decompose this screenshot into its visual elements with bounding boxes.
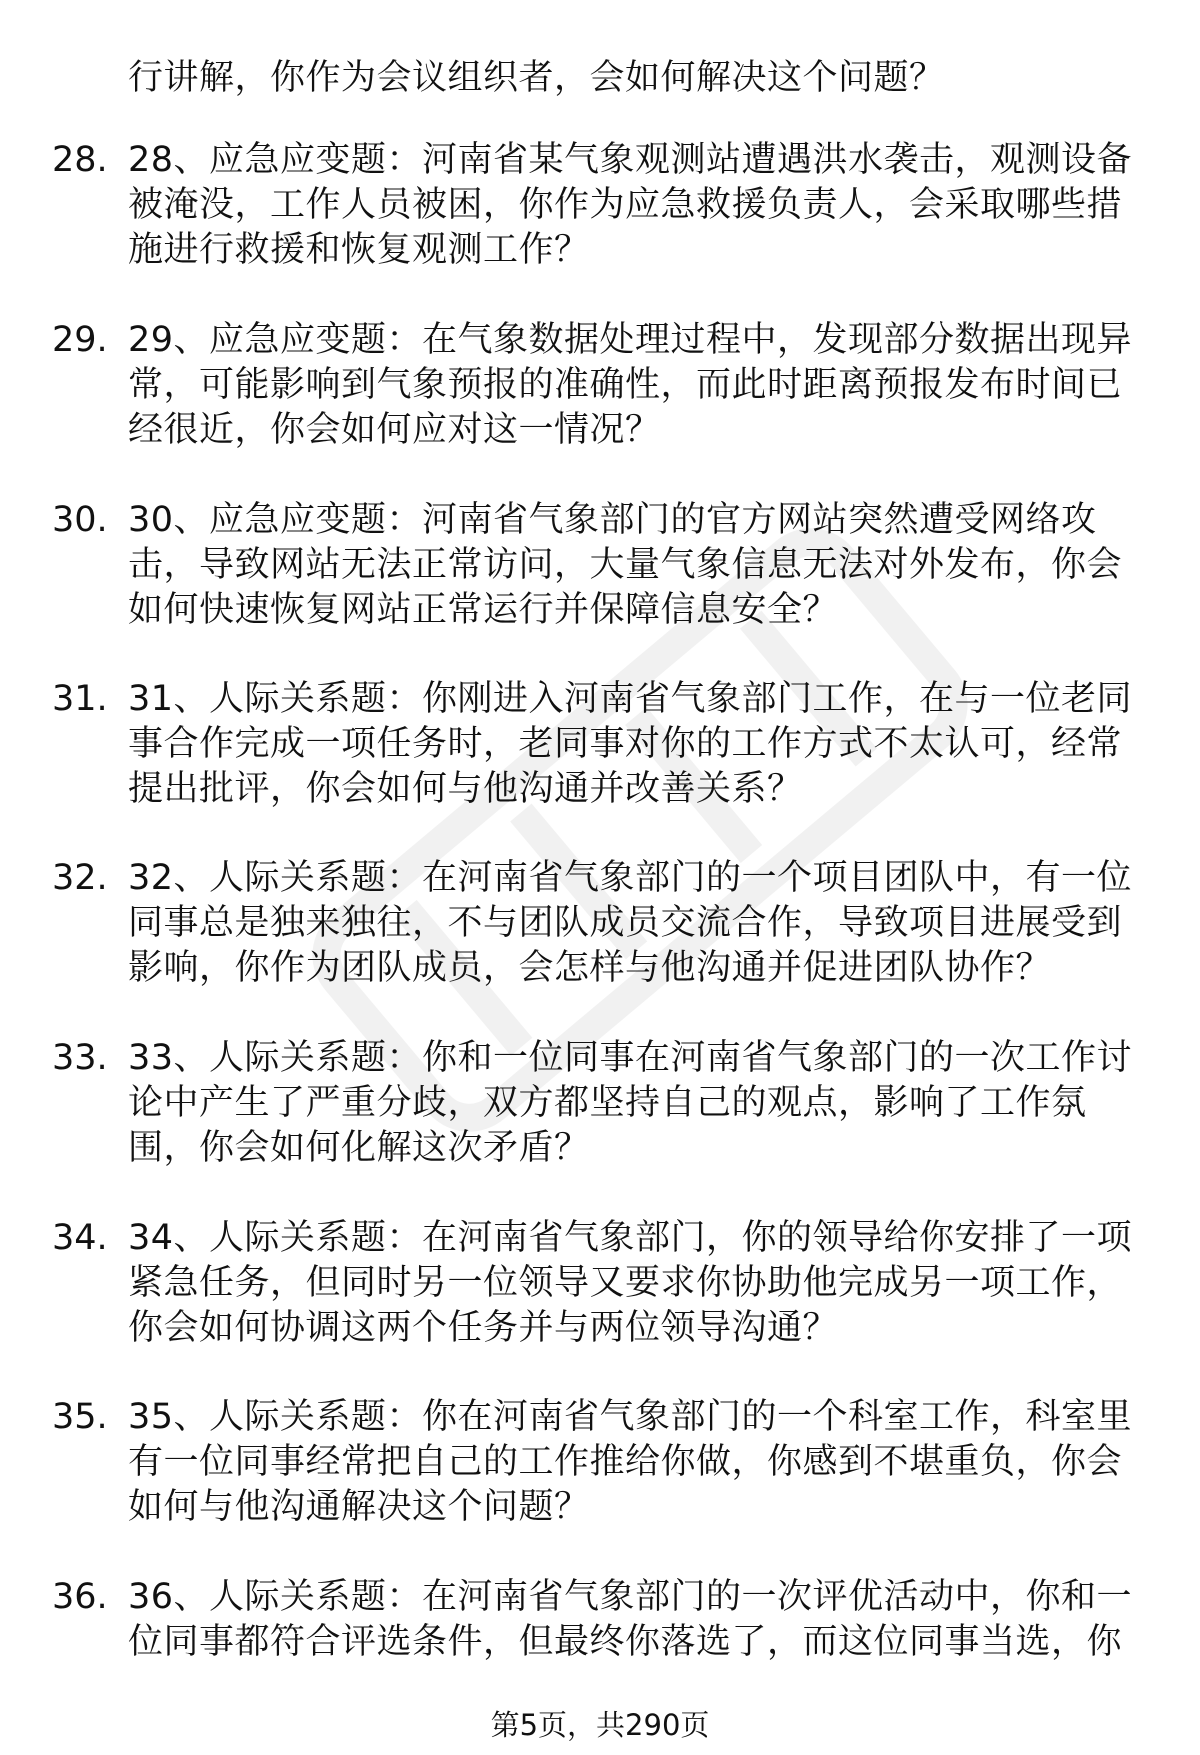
question-text-line: 被淹没，工作人员被困，你作为应急救援负责人，会采取哪些措 [128,185,1123,225]
question-text [128,677,1148,812]
question-number: 30. [52,500,108,540]
question-text-line: 35、人际关系题：你在河南省气象部门的一个科室工作，科室里 [128,1397,1133,1437]
question-text-line: 常，可能影响到气象预报的准确性，而此时距离预报发布时间已 [128,365,1123,405]
question-text [128,1395,1148,1530]
question-text-line: 紧急任务，但同时另一位领导又要求你协助他完成另一项工作， [128,1263,1123,1303]
question-text [128,1216,1148,1351]
question-text [128,498,1148,633]
question-number: 29. [52,320,108,360]
question-text-line: 施进行救援和恢复观测工作？ [128,230,590,270]
question-text-line: 28、应急应变题：河南省某气象观测站遭遇洪水袭击，观测设备 [128,140,1133,180]
question-text-line: 33、人际关系题：你和一位同事在河南省气象部门的一次工作讨 [128,1038,1133,1078]
question-text-line: 32、人际关系题：在河南省气象部门的一个项目团队中，有一位 [128,858,1133,898]
question-text-line: 事合作完成一项任务时，老同事对你的工作方式不太认可，经常 [128,724,1123,764]
question-number: 32. [52,858,108,898]
question-text-line: 29、应急应变题：在气象数据处理过程中，发现部分数据出现异 [128,320,1133,360]
question-text-line: 34、人际关系题：在河南省气象部门，你的领导给你安排了一项 [128,1218,1133,1258]
question-number: 28. [52,140,108,180]
question-text-line: 有一位同事经常把自己的工作推给你做，你感到不堪重负，你会 [128,1442,1123,1482]
question-text [128,138,1148,273]
intro-line: 行讲解，你作为会议组织者，会如何解决这个问题？ [128,58,945,98]
question-number: 35. [52,1397,108,1437]
question-number: 34. [52,1218,108,1258]
question-number: 36. [52,1577,108,1617]
question-text-line: 如何快速恢复网站正常运行并保障信息安全？ [128,590,839,630]
question-text-line: 31、人际关系题：你刚进入河南省气象部门工作，在与一位老同 [128,679,1133,719]
question-text-line: 击，导致网站无法正常访问，大量气象信息无法对外发布，你会 [128,545,1123,585]
question-text [128,318,1148,453]
question-text-line: 围，你会如何化解这次矛盾？ [128,1128,590,1168]
question-number: 31. [52,679,108,719]
question-text-line: 36、人际关系题：在河南省气象部门的一次评优活动中，你和一 [128,1577,1133,1617]
question-text [128,1575,1148,1665]
question-text [128,1036,1148,1171]
question-text-line: 提出批评，你会如何与他沟通并改善关系？ [128,769,803,809]
question-number: 33. [52,1038,108,1078]
question-text [128,856,1148,991]
question-text-line: 你会如何协调这两个任务并与两位领导沟通？ [128,1308,839,1348]
question-text-line: 如何与他沟通解决这个问题？ [128,1487,590,1527]
question-text-line: 论中产生了严重分歧，双方都坚持自己的观点，影响了工作氛 [128,1083,1087,1123]
question-text-line: 经很近，你会如何应对这一情况？ [128,410,661,450]
question-text-line: 30、应急应变题：河南省气象部门的官方网站突然遭受网络攻 [128,500,1097,540]
question-text-line: 影响，你作为团队成员，会怎样与他沟通并促进团队协作？ [128,948,1052,988]
question-text-line: 同事总是独来独往，不与团队成员交流合作，导致项目进展受到 [128,903,1123,943]
page-footer: 第5页，共290页 [490,1708,710,1742]
question-text-line: 位同事都符合评选条件，但最终你落选了，而这位同事当选，你 [128,1622,1123,1662]
